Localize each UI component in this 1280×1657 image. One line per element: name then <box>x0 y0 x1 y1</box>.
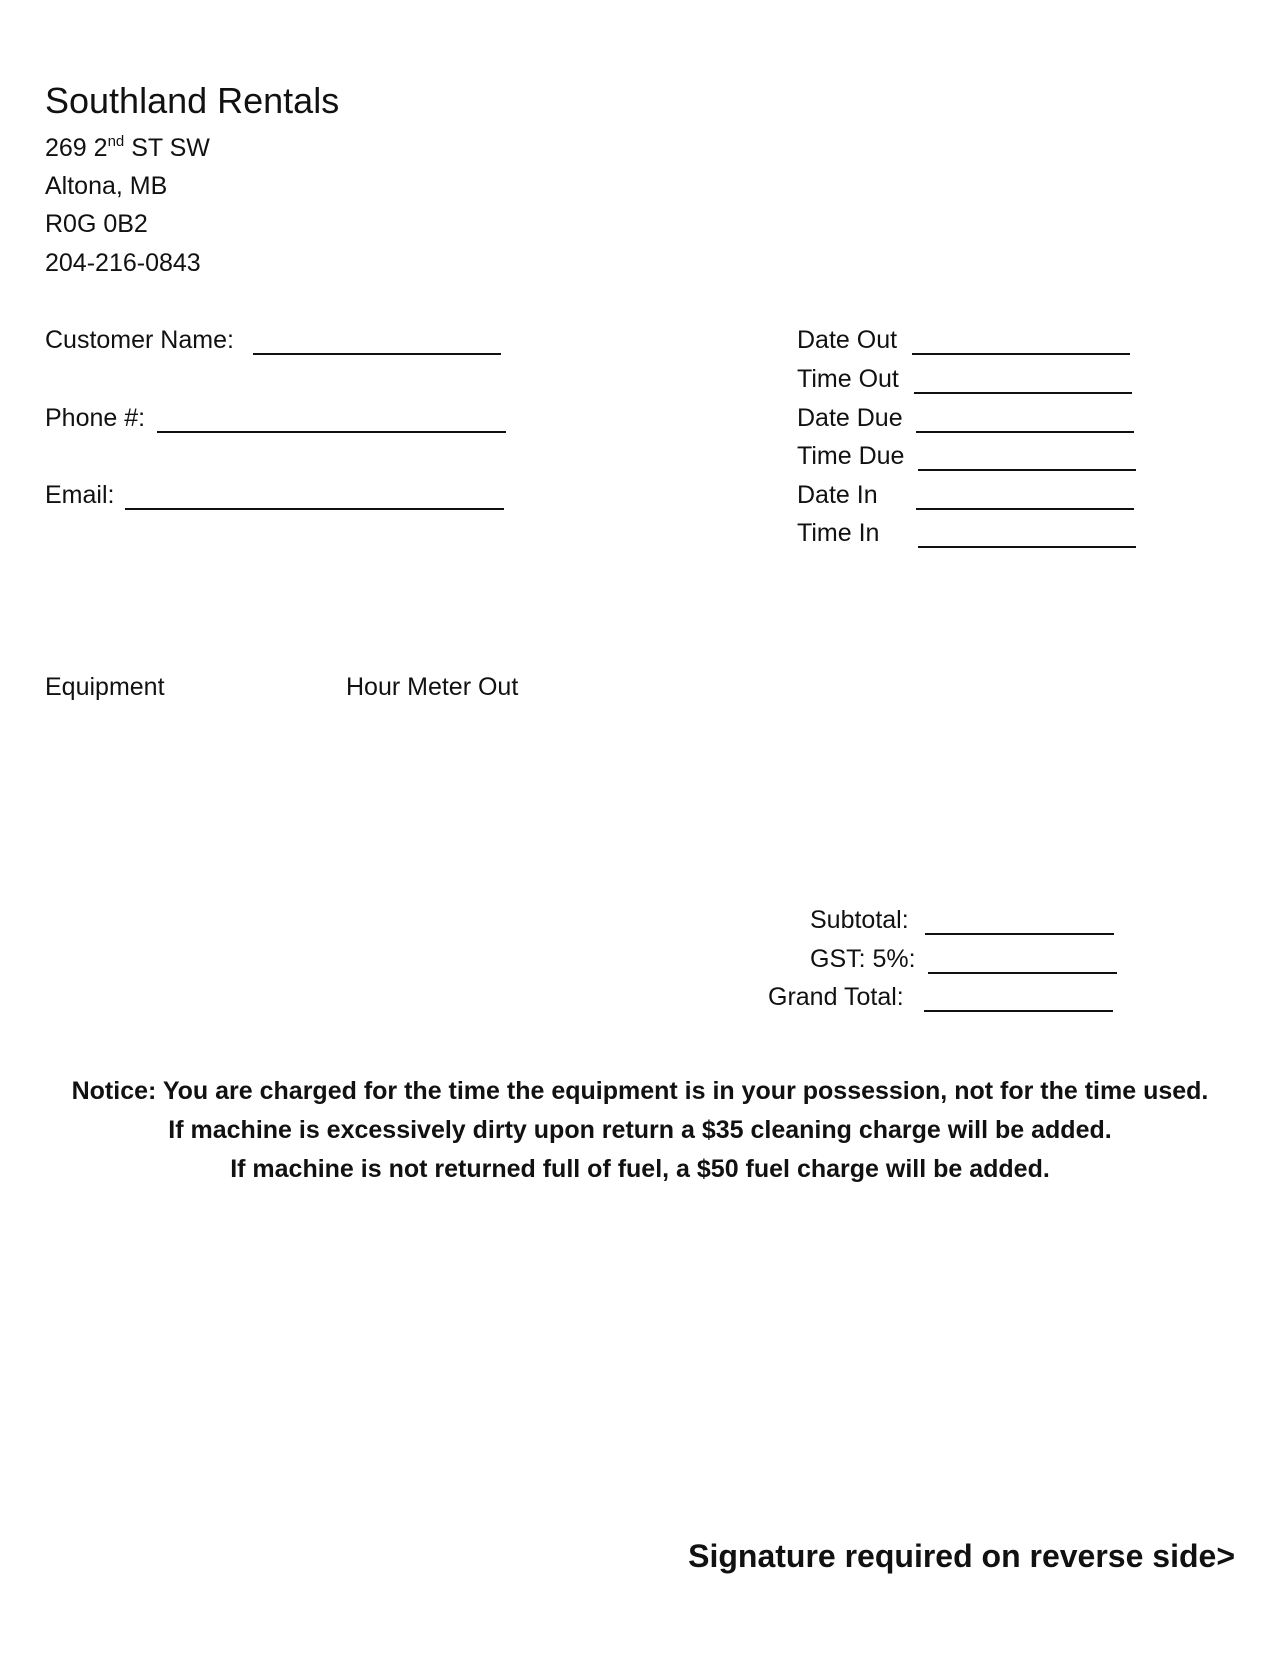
company-name: Southland Rentals <box>45 80 340 121</box>
gst-label: GST: 5%: <box>810 945 916 973</box>
email-label: Email: <box>45 481 115 509</box>
time-out-field[interactable] <box>914 392 1132 394</box>
time-out-label: Time Out <box>797 365 899 393</box>
time-in-field[interactable] <box>918 546 1136 548</box>
customer-name-field[interactable] <box>253 353 501 355</box>
company-street <box>45 131 210 165</box>
time-in-label: Time In <box>797 519 880 547</box>
notice-line-time-charge: Notice: You are charged for the time the equipment is in your possession, not for the time used. <box>71 1077 1209 1105</box>
date-in-label: Date In <box>797 481 878 509</box>
street-rest: ST SW <box>124 134 210 162</box>
date-out-label: Date Out <box>797 326 898 354</box>
equipment-column-header: Equipment <box>45 673 165 701</box>
company-city: Altona, MB <box>45 172 168 200</box>
company-postal-code: R0G 0B2 <box>45 210 148 238</box>
grand-total-field[interactable] <box>924 1010 1113 1012</box>
gst-field[interactable] <box>928 972 1117 974</box>
date-in-field[interactable] <box>916 508 1134 510</box>
date-due-label: Date Due <box>797 404 903 432</box>
customer-name-label: Customer Name: <box>45 326 234 354</box>
grand-total-label: Grand Total: <box>768 983 904 1011</box>
street-ordinal-suffix: nd <box>107 133 125 150</box>
notice-line-fuel-charge: If machine is not returned full of fuel, a $50 fuel charge will be added. <box>230 1155 1050 1183</box>
date-out-field[interactable] <box>912 353 1130 355</box>
subtotal-field[interactable] <box>925 933 1114 935</box>
time-due-field[interactable] <box>918 469 1136 471</box>
phone-label: Phone #: <box>45 404 146 432</box>
subtotal-label: Subtotal: <box>810 906 909 934</box>
phone-field[interactable] <box>157 431 506 433</box>
email-field[interactable] <box>125 508 504 510</box>
date-due-field[interactable] <box>916 431 1134 433</box>
company-phone: 204-216-0843 <box>45 249 201 277</box>
hour-meter-out-column-header: Hour Meter Out <box>346 673 519 701</box>
signature-note: Signature required on reverse side> <box>688 1538 1235 1574</box>
street-number: 269 2 <box>45 134 108 162</box>
notice-line-cleaning-charge: If machine is excessively dirty upon return a $35 cleaning charge will be added. <box>168 1116 1112 1144</box>
time-due-label: Time Due <box>797 442 905 470</box>
